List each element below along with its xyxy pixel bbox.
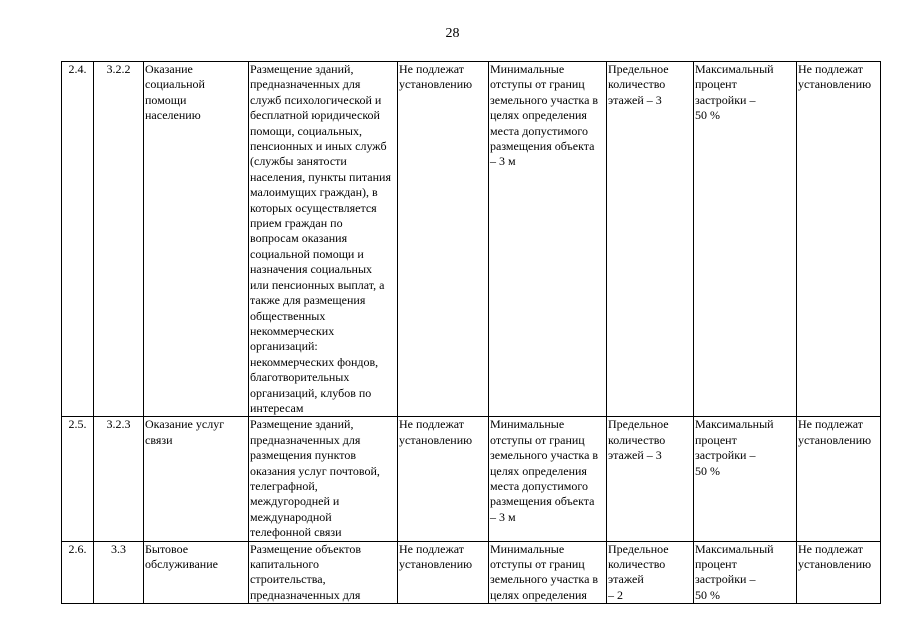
floors-cell: Предельное количество этажей – 3 xyxy=(607,62,694,417)
coverage-cell: Максимальный процент застройки – 50 % xyxy=(694,62,797,417)
table-row xyxy=(62,62,881,417)
coverage-cell: Максимальный процент застройки – 50 % xyxy=(694,417,797,541)
page-number: 28 xyxy=(445,26,460,41)
plot-area-cell: Не подлежат установлению xyxy=(398,62,489,417)
row-number-cell: 2.5. xyxy=(62,417,94,541)
row-number-cell: 2.4. xyxy=(62,62,94,417)
other-params-cell: Не подлежат установлению xyxy=(797,417,881,541)
other-params-cell: Не подлежат установлению xyxy=(797,541,881,604)
floors-cell: Предельное количество этажей – 3 xyxy=(607,417,694,541)
use-code-cell: 3.2.3 xyxy=(94,417,144,541)
use-code-cell: 3.3 xyxy=(94,541,144,604)
use-code-cell: 3.2.2 xyxy=(94,62,144,417)
table-row xyxy=(62,417,881,541)
use-name-cell: Оказание социальной помощи населению xyxy=(144,62,249,417)
setbacks-cell: Минимальные отступы от границ земельного участка в целях определения места допустимого размещения объекта – 3 м xyxy=(489,62,607,417)
use-name-cell: Оказание услуг связи xyxy=(144,417,249,541)
coverage-cell: Максимальный процент застройки – 50 % xyxy=(694,541,797,604)
setbacks-cell: Минимальные отступы от границ земельного участка в целях определения xyxy=(489,541,607,604)
plot-area-cell: Не подлежат установлению xyxy=(398,417,489,541)
other-params-cell: Не подлежат установлению xyxy=(797,62,881,417)
floors-cell: Предельное количество этажей – 2 xyxy=(607,541,694,604)
use-description-cell: Размещение объектов капитального строительства, предназначенных для xyxy=(249,541,398,604)
use-name-cell: Бытовое обслуживание xyxy=(144,541,249,604)
table-row xyxy=(62,541,881,604)
setbacks-cell: Минимальные отступы от границ земельного участка в целях определения места допустимого размещения объекта – 3 м xyxy=(489,417,607,541)
use-description-cell: Размещение зданий, предназначенных для размещения пунктов оказания услуг почтовой, телеграфной, междугородней и международной телефонной связи xyxy=(249,417,398,541)
use-description-cell: Размещение зданий, предназначенных для служб психологической и бесплатной юридической помощи, социальных, пенсионных и иных служб (службы занятости населения, пункты питания малоимущих граждан), в которых осуществляется прием граждан по вопросам оказания социальной помощи и назначения социальных или пенсионных выплат, а также для размещения общественных некоммерческих организаций: некоммерческих фондов, благотворительных организаций, клубов по интересам xyxy=(249,62,398,417)
row-number-cell: 2.6. xyxy=(62,541,94,604)
land-use-table xyxy=(61,61,881,604)
plot-area-cell: Не подлежат установлению xyxy=(398,541,489,604)
